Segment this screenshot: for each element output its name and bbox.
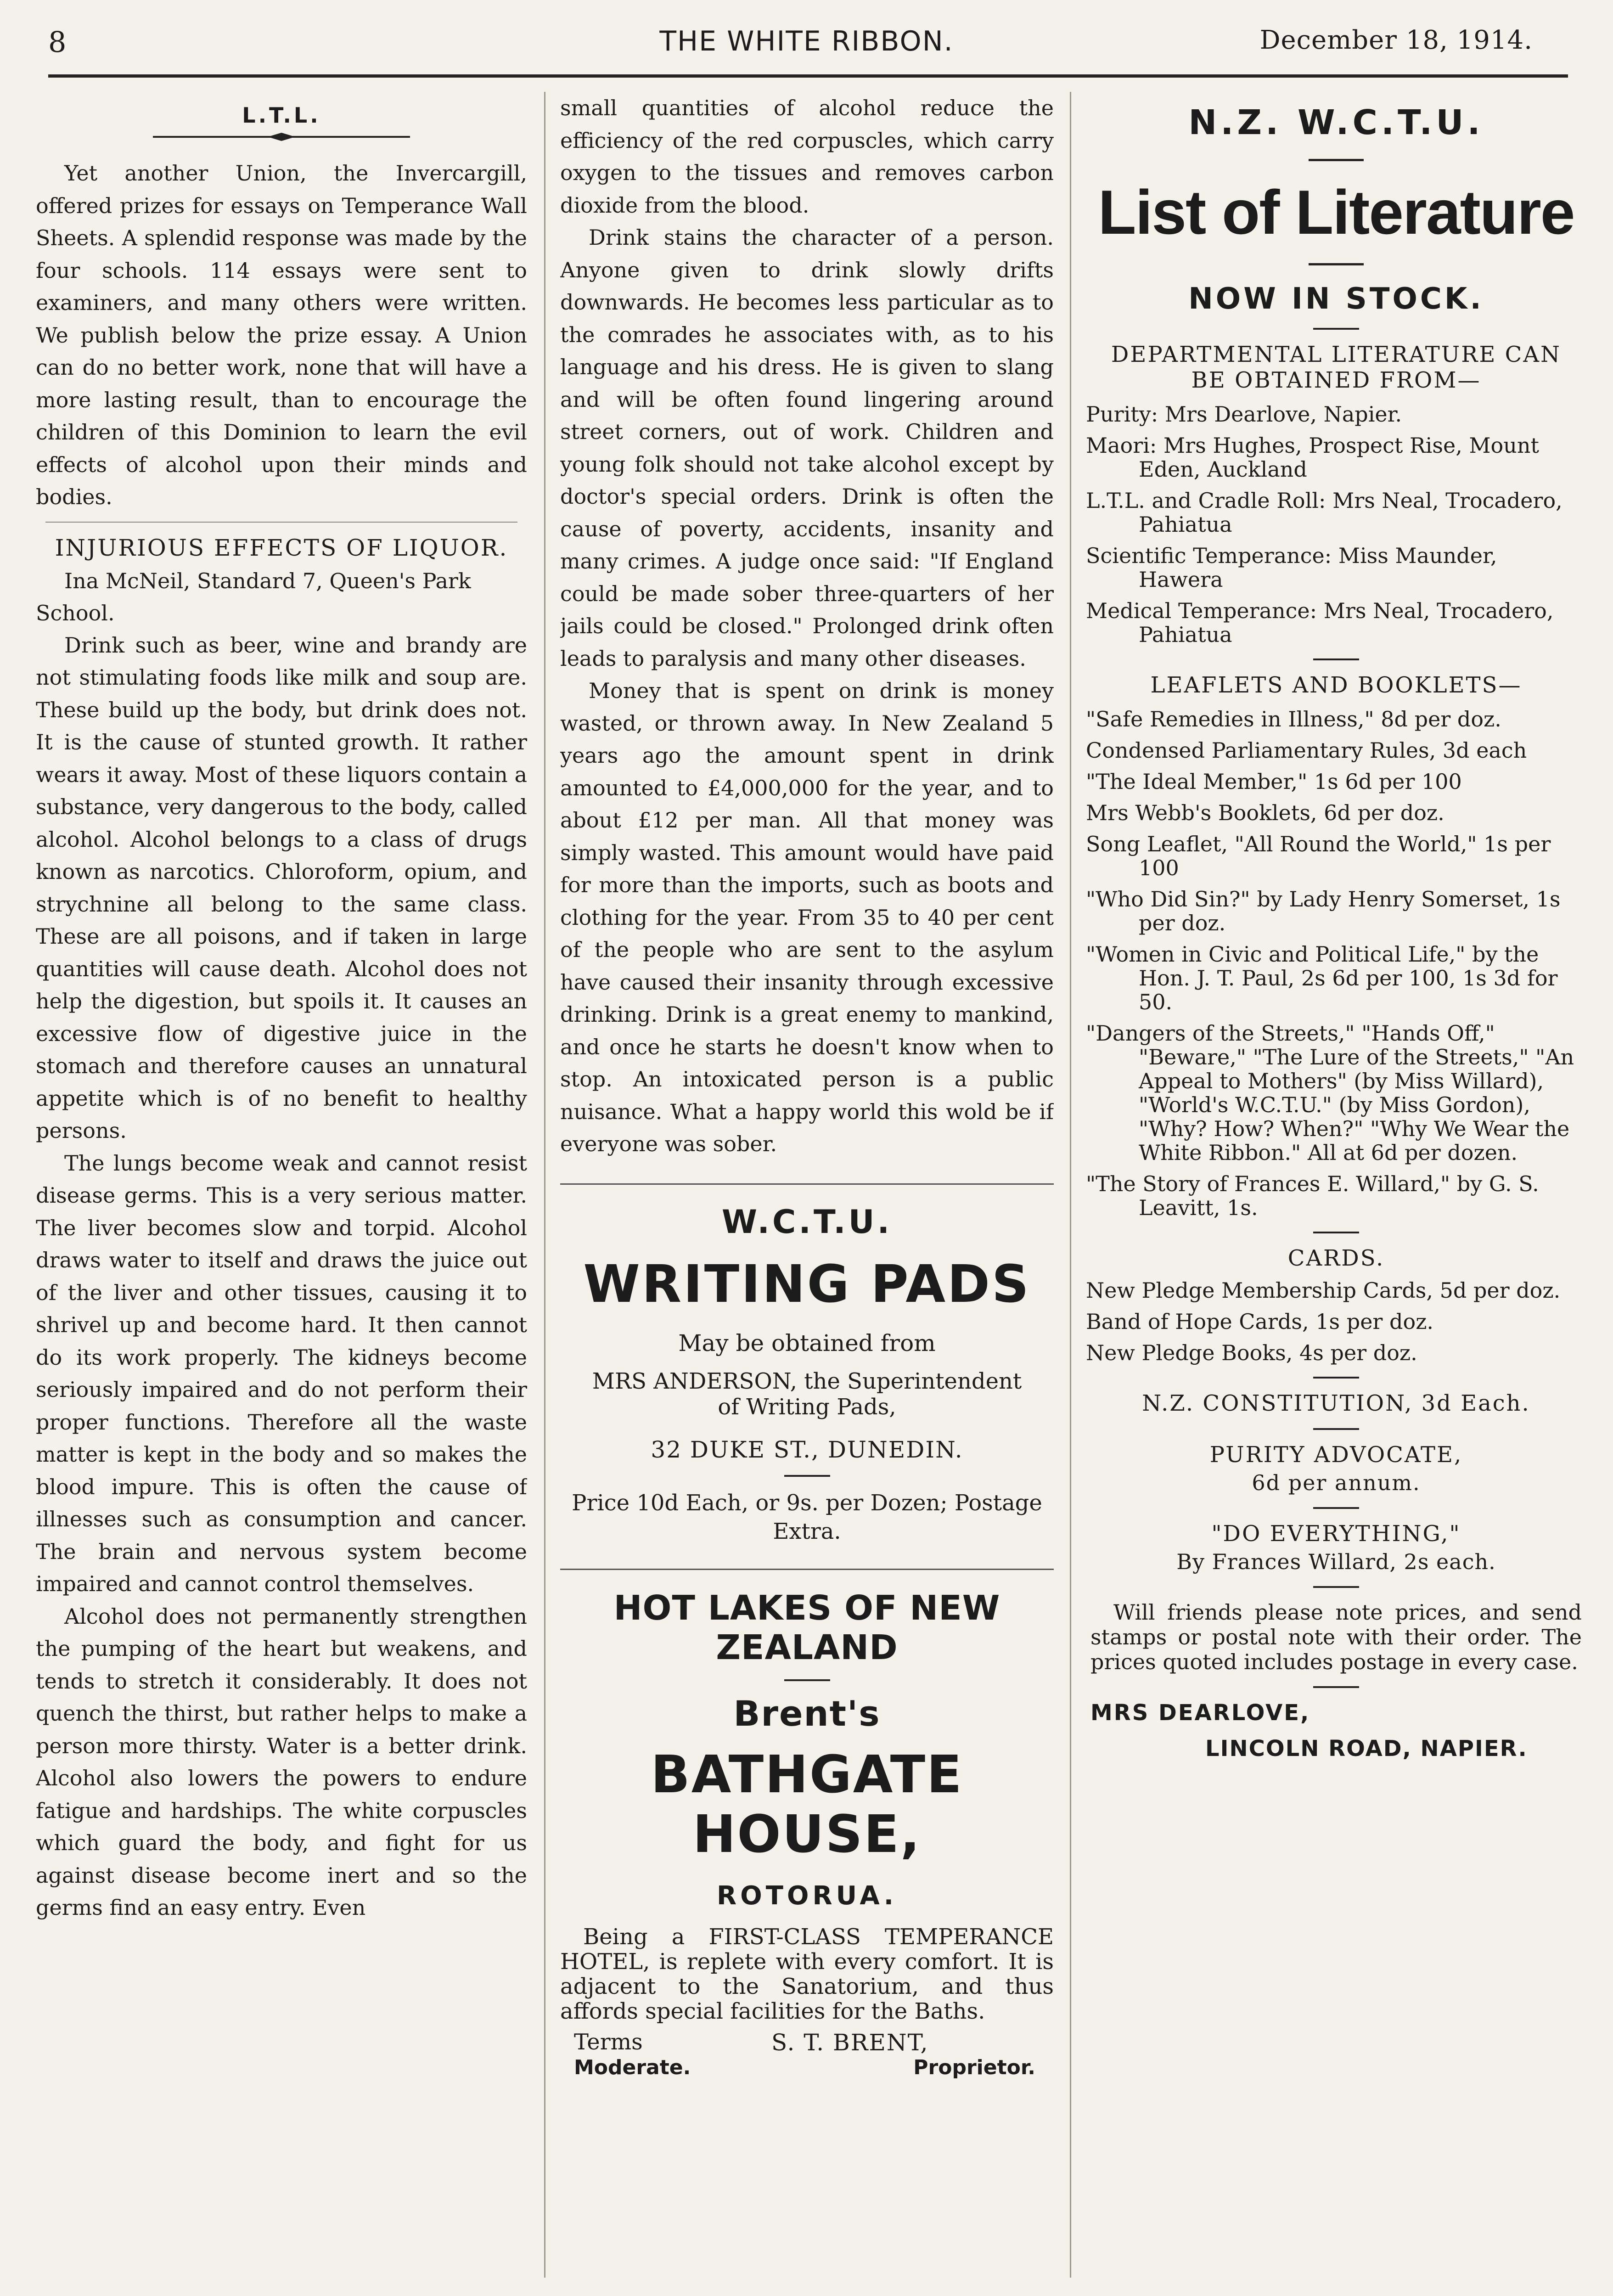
column-divider [1070, 92, 1071, 2278]
purity-price: 6d per annum. [1252, 1470, 1421, 1495]
publication-title: THE WHITE RIBBON. [659, 25, 954, 57]
hotel-proprietor-label: Proprietor. [913, 2055, 1035, 2079]
column-middle [560, 92, 1054, 2278]
essay-paragraph: Money that is spent on drink is money wasted, or thrown away. In New Zealand 5 years ago the amount spent in drink amounted to £4,000,000 for the year, and to about £12 per man. All that money was simply wasted. This amount would have paid for more than the imports, such as boots and clothing for the year. From 35 to 40 per cent of the people who are sent to the asylum have caused their insanity through excessive drinking. Drink is a great enemy to mankind, and once he starts he doesn't know when to stop. An intoxicated person is a public nuisance. What a happy world this wold be if everyone was sober. [560, 678, 1054, 1156]
leaflet-item: "Who Did Sin?" by Lady Henry Somerset, 1s per doz. [1086, 887, 1561, 935]
hotel-region: HOT LAKES OF NEW ZEALAND [613, 1588, 1000, 1667]
contact-address: LINCOLN ROAD, NAPIER. [1205, 1736, 1528, 1761]
card-item: New Pledge Books, 4s per doz. [1086, 1340, 1417, 1365]
ordering-note: Will friends please note prices, and send stamps or postal note with their order. The prices quoted includes postage in every case. [1090, 1600, 1582, 1674]
department-contact: Scientific Temperance: Miss Maunder, Hawera [1086, 543, 1497, 592]
pads-title: WRITING PADS [583, 1254, 1031, 1314]
hotel-proprietor-name: S. T. BRENT, [771, 2029, 929, 2056]
essay-byline: Ina McNeil, Standard 7, Queen's Park School. [36, 568, 471, 625]
hotel-moderate: Moderate. [574, 2055, 691, 2079]
hotel-owner: Brent's [733, 1693, 881, 1734]
column-left [36, 92, 527, 2278]
section-rule [45, 522, 517, 523]
leaflet-item: "The Ideal Member," 1s 6d per 100 [1086, 769, 1462, 794]
pads-org: W.C.T.U. [721, 1203, 893, 1241]
do-everything-author: By Frances Willard, 2s each. [1176, 1549, 1496, 1574]
column-right [1086, 92, 1586, 2278]
department-contact: L.T.L. and Cradle Roll: Mrs Neal, Trocadero, Pahiatua [1086, 488, 1562, 537]
leaflet-item: Song Leaflet, "All Round the World," 1s per 100 [1086, 832, 1551, 880]
section-divider [1313, 1232, 1359, 1233]
department-contact: Purity: Mrs Dearlove, Napier. [1086, 402, 1402, 427]
leaflet-item: Mrs Webb's Booklets, 6d per doz. [1086, 800, 1444, 825]
hotel-description: Being a FIRST-CLASS TEMPERANCE HOTEL, is replete with every comfort. It is adjacent to the Sanatorium, and thus affords special facilities for the Baths. [560, 1924, 1054, 2024]
contact-name: MRS DEARLOVE, [1090, 1700, 1310, 1726]
pads-obtained: May be obtained from [678, 1329, 936, 1356]
section-divider [1313, 1586, 1359, 1588]
hotel-name: BATHGATE HOUSE, [651, 1745, 963, 1864]
issue-date: December 18, 1914. [1259, 25, 1533, 55]
cards-heading: CARDS. [1287, 1245, 1385, 1271]
hotel-terms: Terms [574, 2029, 643, 2055]
do-everything-title: "DO EVERYTHING," [1211, 1521, 1461, 1547]
ornament-rule [36, 131, 527, 144]
section-divider [1309, 263, 1364, 265]
card-item: Band of Hope Cards, 1s per doz. [1086, 1309, 1434, 1334]
pads-superintendent: MRS ANDERSON, the Superintendent of Writing Pads, [592, 1368, 1022, 1420]
card-item: New Pledge Membership Cards, 5d per doz. [1086, 1278, 1561, 1303]
leaflet-item: "The Story of Frances E. Willard," by G. S. Leavitt, 1s. [1086, 1171, 1539, 1220]
essay-title: INJURIOUS EFFECTS OF LIQUOR. [55, 534, 508, 561]
ltl-intro: Yet another Union, the Invercargill, offered prizes for essays on Temperance Wall Sheets. A splendid response was made by the four schools. 114 essays were sent to examiners, and many others were written. We publish below the prize essay. A Union can do no better work, none that will have a more lasting result, than to encourage the children of this Dominion to learn the evil effects of alcohol upon their minds and bodies. [36, 161, 527, 509]
section-divider [1313, 1377, 1359, 1379]
hotel-place: ROTORUA. [716, 1880, 898, 1911]
constitution: N.Z. CONSTITUTION, 3d Each. [1142, 1390, 1530, 1416]
essay-paragraph: Drink stains the character of a person. Anyone given to drink slowly drifts downwards. He becomes less particular as to the comrades he associates with, as to his language and his dress. He is given to slang and will be often found lingering around street corners, out of work. Children and young folk should not take alcohol except by doctor's special orders. Drink is often the cause of poverty, accidents, insanity and many crimes. A judge once said: "If England could be made sober three-quarters of her jails could be closed." Prolonged drink often leads to paralysis and many other diseases. [560, 225, 1054, 671]
column-divider [544, 92, 545, 2278]
leaflet-item: "Safe Remedies in Illness," 8d per doz. [1086, 707, 1501, 732]
department-contact: Maori: Mrs Hughes, Prospect Rise, Mount Eden, Auckland [1086, 433, 1539, 482]
pads-price: Price 10d Each, or 9s. per Dozen; Postage Extra. [572, 1490, 1042, 1544]
leaflet-item: Condensed Parliamentary Rules, 3d each [1086, 738, 1527, 763]
essay-paragraph: The lungs become weak and cannot resist disease germs. This is a very serious matter. The liver becomes slow and torpid. Alcohol draws water to itself and draws the juice out of the liver and other tissues, causing it to shrivel up and become hard. It then cannot do its work properly. The kidneys become seriously impaired and do not perform their proper functions. Therefore all the waste matter is kept in the body and so makes the blood impure. This is often the cause of illnesses such as consumption and cancer. The brain and nervous system become impaired and cannot control themselves. [36, 1150, 527, 1596]
purity-advocate: PURITY ADVOCATE, [1209, 1442, 1463, 1468]
pads-address: 32 DUKE ST., DUNEDIN. [651, 1436, 963, 1463]
section-divider [1313, 1686, 1359, 1688]
leaflets-heading: LEAFLETS AND BOOKLETS— [1150, 672, 1522, 698]
department-contact: Medical Temperance: Mrs Neal, Trocadero, Pahiatua [1086, 598, 1554, 647]
literature-stock: NOW IN STOCK. [1188, 282, 1484, 316]
section-divider [1313, 1507, 1359, 1509]
section-divider [1313, 658, 1359, 660]
essay-paragraph: Drink such as beer, wine and brandy are not stimulating foods like milk and soup are. These build up the body, but drink does not. It is the cause of stunted growth. It rather wears it away. Most of these liquors contain a substance, very dangerous to the body, called alcohol. Alcohol belongs to a class of drugs known as narcotics. Chloroform, opium, and strychnine all belong to the same class. These are all poisons, and if taken in large quantities will cause death. Alcohol does not help the digestion, but spoils it. It causes an excessive flow of digestive juice in the stomach and therefore causes an unnatural appetite which is of no benefit to healthy persons. [36, 632, 527, 1143]
page-header [0, 14, 1613, 69]
essay-paragraph: Alcohol does not permanently strengthen the pumping of the heart but weakens, and tends to stretch it considerably. It does not quench the thirst, but rather helps to make a person more thirsty. Water is a better drink. Alcohol also lowers the powers to endure fatigue and hardships. The white corpuscles which guard the body, and fight for us against disease become inert and so the germs find an easy entry. Even [36, 1604, 527, 1920]
essay-paragraph: small quantities of alcohol reduce the efficiency of the red corpuscles, which carry oxygen to the tissues and removes carbon dioxide from the blood. [560, 96, 1054, 218]
section-divider [1309, 159, 1364, 161]
ad-divider [784, 1475, 830, 1477]
section-divider [1313, 1428, 1359, 1430]
leaflet-item: "Women in Civic and Political Life," by the Hon. J. T. Paul, 2s 6d per 100, 1s 3d for 50. [1086, 942, 1558, 1014]
hotel-ad [560, 1569, 1054, 2084]
page-number: 8 [48, 25, 67, 59]
leaflet-item: "Dangers of the Streets," "Hands Off," "Beware," "The Lure of the Streets," "An Appeal to Mothers" (by Miss Willard), "World's W.C.T.U." (by Miss Gordon), "Why? How? When?" "Why We Wear the White Ribbon." All at 6d per dozen. [1086, 1021, 1574, 1165]
ltl-heading: L.T.L. [242, 103, 321, 128]
ad-divider [784, 1679, 830, 1681]
literature-title: List of Literature [1098, 177, 1574, 247]
literature-org: N.Z. W.C.T.U. [1188, 103, 1484, 142]
section-divider [1313, 328, 1359, 330]
header-rule [48, 74, 1568, 78]
departmental-heading: DEPARTMENTAL LITERATURE CAN BE OBTAINED FROM— [1111, 342, 1562, 393]
writing-pads-ad [560, 1183, 1054, 1546]
hotel-footer [560, 2029, 1054, 2084]
